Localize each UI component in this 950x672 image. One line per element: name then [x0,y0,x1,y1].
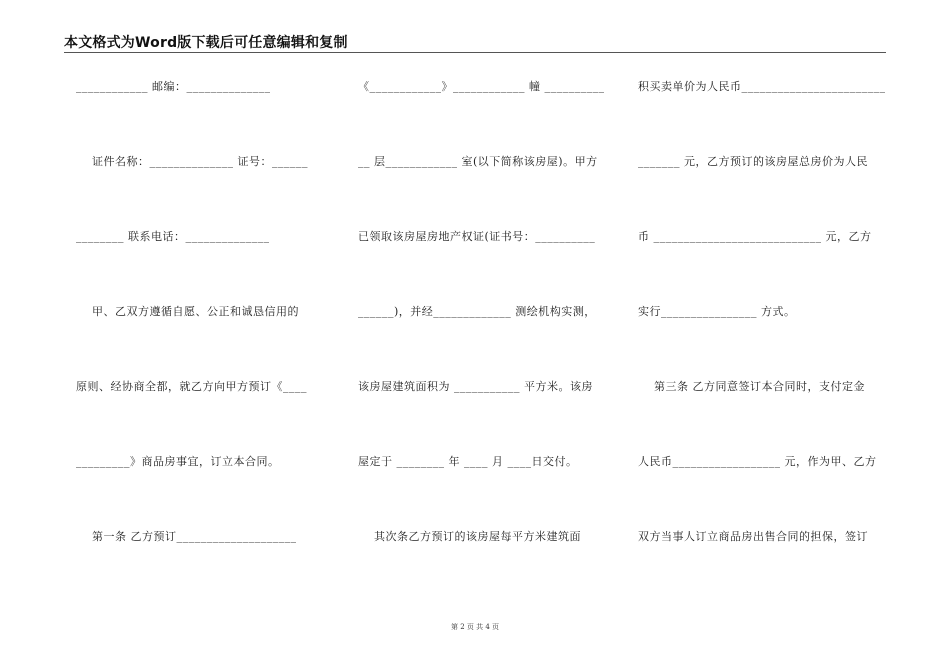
text-line: 币 ____________________________ 元，乙方 [638,230,872,243]
text-line: 甲、乙双方遵循自愿、公正和诚恳信用的 [76,305,299,318]
text-line: 原则、经协商全都，就乙方向甲方预订《____ [76,380,307,393]
document-header-title: 本文格式为Word版下载后可任意编辑和复制 [64,35,348,51]
text-line: 证件名称：______________ 证号：______ [76,155,308,168]
text-line: _______ 元，乙方预订的该房屋总房价为人民 [638,155,868,168]
text-line: 积买卖单价为人民币________________________ [638,80,886,93]
text-line: 《____________》____________ 幢 __________ [358,80,605,93]
text-line: ____________ 邮编：______________ [76,80,271,93]
text-line: _________》商品房事宜，订立本合同。 [76,455,280,468]
text-line: 该房屋建筑面积为 ___________ 平方米。该房 [358,380,593,393]
text-line: 其次条乙方预订的该房屋每平方米建筑面 [358,530,581,543]
text-line: ______)，并经_____________ 测绘机构实测， [358,305,596,318]
text-line: 双方当事人订立商品房出售合同的担保，签订 [638,530,868,543]
text-column-3 [638,78,884,603]
text-line: 第一条 乙方预订____________________ [76,530,297,543]
text-line: 已领取该房屋房地产权证(证书号：__________ [358,230,596,243]
text-line: 实行________________ 方式。 [638,305,796,318]
text-line: 屋定于 ________ 年 ____ 月 ____日交付。 [358,455,578,468]
text-line: 第三条 乙方同意签订本合同时，支付定金 [638,380,865,393]
text-line: 人民币__________________ 元，作为甲、乙方 [638,455,877,468]
header-divider [64,52,886,53]
text-line: ________ 联系电话：______________ [76,230,270,243]
page-number-footer: 第 2 页 共 4 页 [450,623,500,631]
text-line: __ 层____________ 室(以下简称该房屋)。甲方 [358,155,598,168]
text-column-2 [358,78,604,603]
text-column-1 [76,78,322,603]
